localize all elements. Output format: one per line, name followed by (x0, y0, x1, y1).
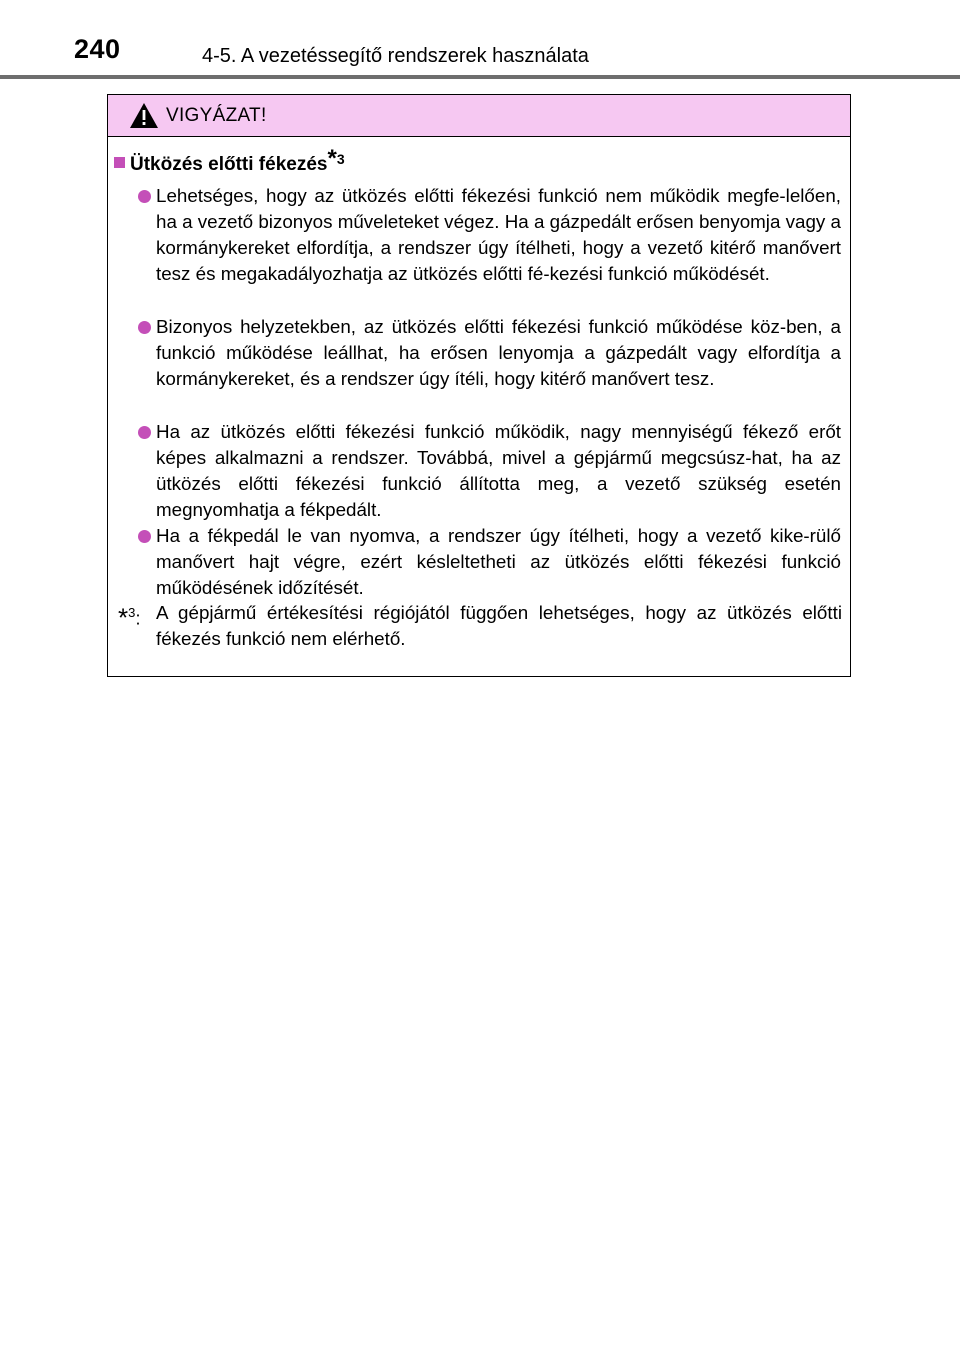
list-item-text: Ha az ütközés előtti fékezési funkció működik, nagy mennyiségű fékező erőt képes alkalmazni a rendszer. Továbbá, mivel a gépjármű megcsúsz-hat, ha az ütközés előtti fékezési funkció állította meg, a vezető szükség esetén megnyomhatja a fékpedált. (156, 421, 841, 520)
bullet-icon (138, 190, 151, 203)
chapter-title: 4-5. A vezetéssegítő rendszerek használata (202, 45, 589, 67)
footnote-text: A gépjármű értékesítési régiójától függően lehetséges, hogy az ütközés előtti fékezés funkció nem elérhető. (156, 602, 842, 649)
footnote-star-icon: * (118, 602, 129, 633)
list-item (133, 183, 841, 287)
page-number: 240 (74, 34, 121, 64)
section-heading (114, 145, 345, 176)
bullet-icon (138, 321, 151, 334)
footnote-number: 3 (128, 605, 136, 620)
warning-triangle-icon (129, 102, 159, 129)
bullet-icon (138, 530, 151, 543)
footnote-marker: *$^3$: (118, 602, 141, 633)
list-item (133, 419, 841, 523)
list-item-text: Lehetséges, hogy az ütközés előtti fékezési funkció nem működik megfe-lelően, ha a vezető bizonyos műveleteket végez. Ha a gázpedált erősen benyomja vagy a kormánykereket elfordítja, a rendszer úgy ítélheti, hogy a vezető kitérő manővert tesz és megakadályozhatja az ütközés előtti fé-kezési funkció működését. (156, 185, 841, 284)
header-rule (0, 75, 960, 79)
bullet-icon (138, 426, 151, 439)
square-bullet-icon (114, 157, 125, 168)
footnote-star-icon: * (327, 145, 337, 172)
list-item (133, 314, 841, 392)
list-item-text: Ha a fékpedál le van nyomva, a rendszer úgy ítélheti, hogy a vezető kike-rülő manővert hajt végre, ezért késleltetheti az ütközés előtti fékezési funkció működésének időzítését. (156, 525, 841, 598)
page-header (0, 0, 960, 80)
caution-header (108, 95, 850, 137)
section-heading-text: Ütközés előtti fékezés (130, 154, 328, 175)
caution-box (107, 94, 851, 677)
caution-title: VIGYÁZAT! (166, 105, 267, 126)
footnote (118, 600, 842, 652)
section-footnote-ref: 3 (336, 151, 345, 167)
list-item (133, 523, 841, 601)
list-item-text: Bizonyos helyzetekben, az ütközés előtti fékezési funkció működése köz-ben, a funkció működése leállhat, ha erősen lenyomja a gázpedált vagy elfordítja a kormánykereket, és a rendszer úgy ítéli, hogy kitérő manővert tesz. (156, 316, 841, 389)
